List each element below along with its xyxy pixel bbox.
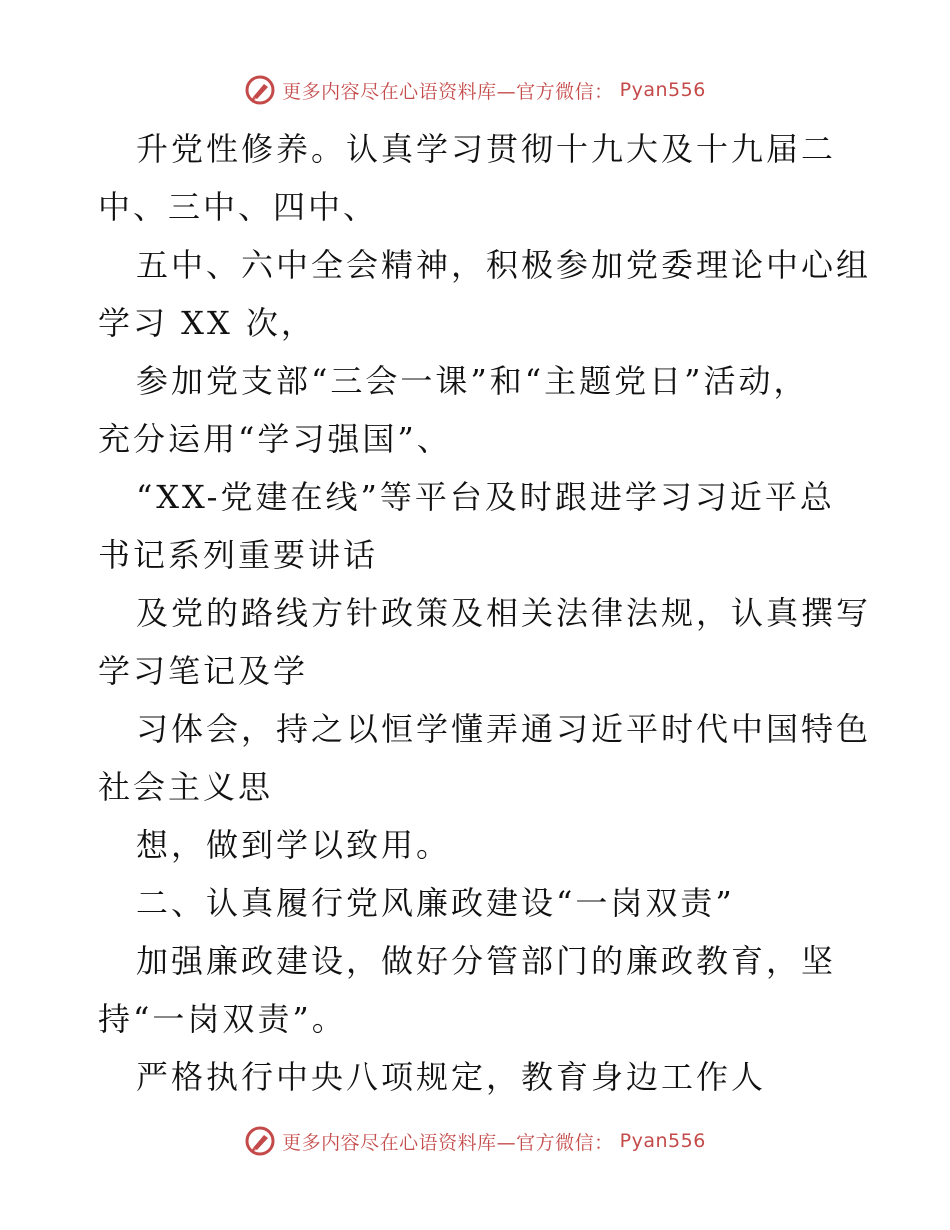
body-line: 想，做到学以致用。 xyxy=(136,826,452,864)
body-line: 五中、六中全会精神，积极参加党委理论中心组 xyxy=(136,246,872,284)
body-line: 及党的路线方针政策及相关法律法规，认真撰写 xyxy=(136,594,872,632)
watermark-text: 更多内容尽在心语资料库—官方微信： xyxy=(282,80,614,103)
body-line: 加强廉政建设，做好分管部门的廉政教育，坚 xyxy=(136,942,837,980)
body-line: 充分运用“学习强国”、 xyxy=(98,420,452,458)
body-line: 升党性修养。认真学习贯彻十九大及十九届二 xyxy=(136,130,837,168)
footer-watermark xyxy=(0,1121,950,1161)
body-line: 严格执行中央八项规定，教育身边工作人 xyxy=(136,1058,767,1096)
body-line: “XX-党建在线”等平台及时跟进学习习近平总 xyxy=(136,478,835,516)
watermark-text: 更多内容尽在心语资料库—官方微信： xyxy=(282,1131,614,1154)
body-line: 中、三中、四中、 xyxy=(98,188,379,226)
body-line: 习体会，持之以恒学懂弄通习近平时代中国特色 xyxy=(136,710,872,748)
body-line: 书记系列重要讲话 xyxy=(98,536,379,574)
watermark-wechat-id: Pyan556 xyxy=(619,79,706,101)
pen-circle-icon xyxy=(244,74,276,106)
body-line: 持“一岗双责”。 xyxy=(98,1000,347,1038)
body-line: 学习 XX 次， xyxy=(98,304,316,342)
section-heading: 二、认真履行党风廉政建设“一岗双责” xyxy=(136,884,735,922)
body-line: 参加党支部“三会一课”和“主题党日”活动， xyxy=(136,362,809,400)
body-line: 学习笔记及学 xyxy=(98,652,309,690)
document-body xyxy=(98,120,878,1106)
body-line: 社会主义思 xyxy=(98,768,274,806)
watermark-wechat-id: Pyan556 xyxy=(619,1130,706,1152)
pen-circle-icon xyxy=(244,1125,276,1157)
header-watermark xyxy=(0,70,950,110)
